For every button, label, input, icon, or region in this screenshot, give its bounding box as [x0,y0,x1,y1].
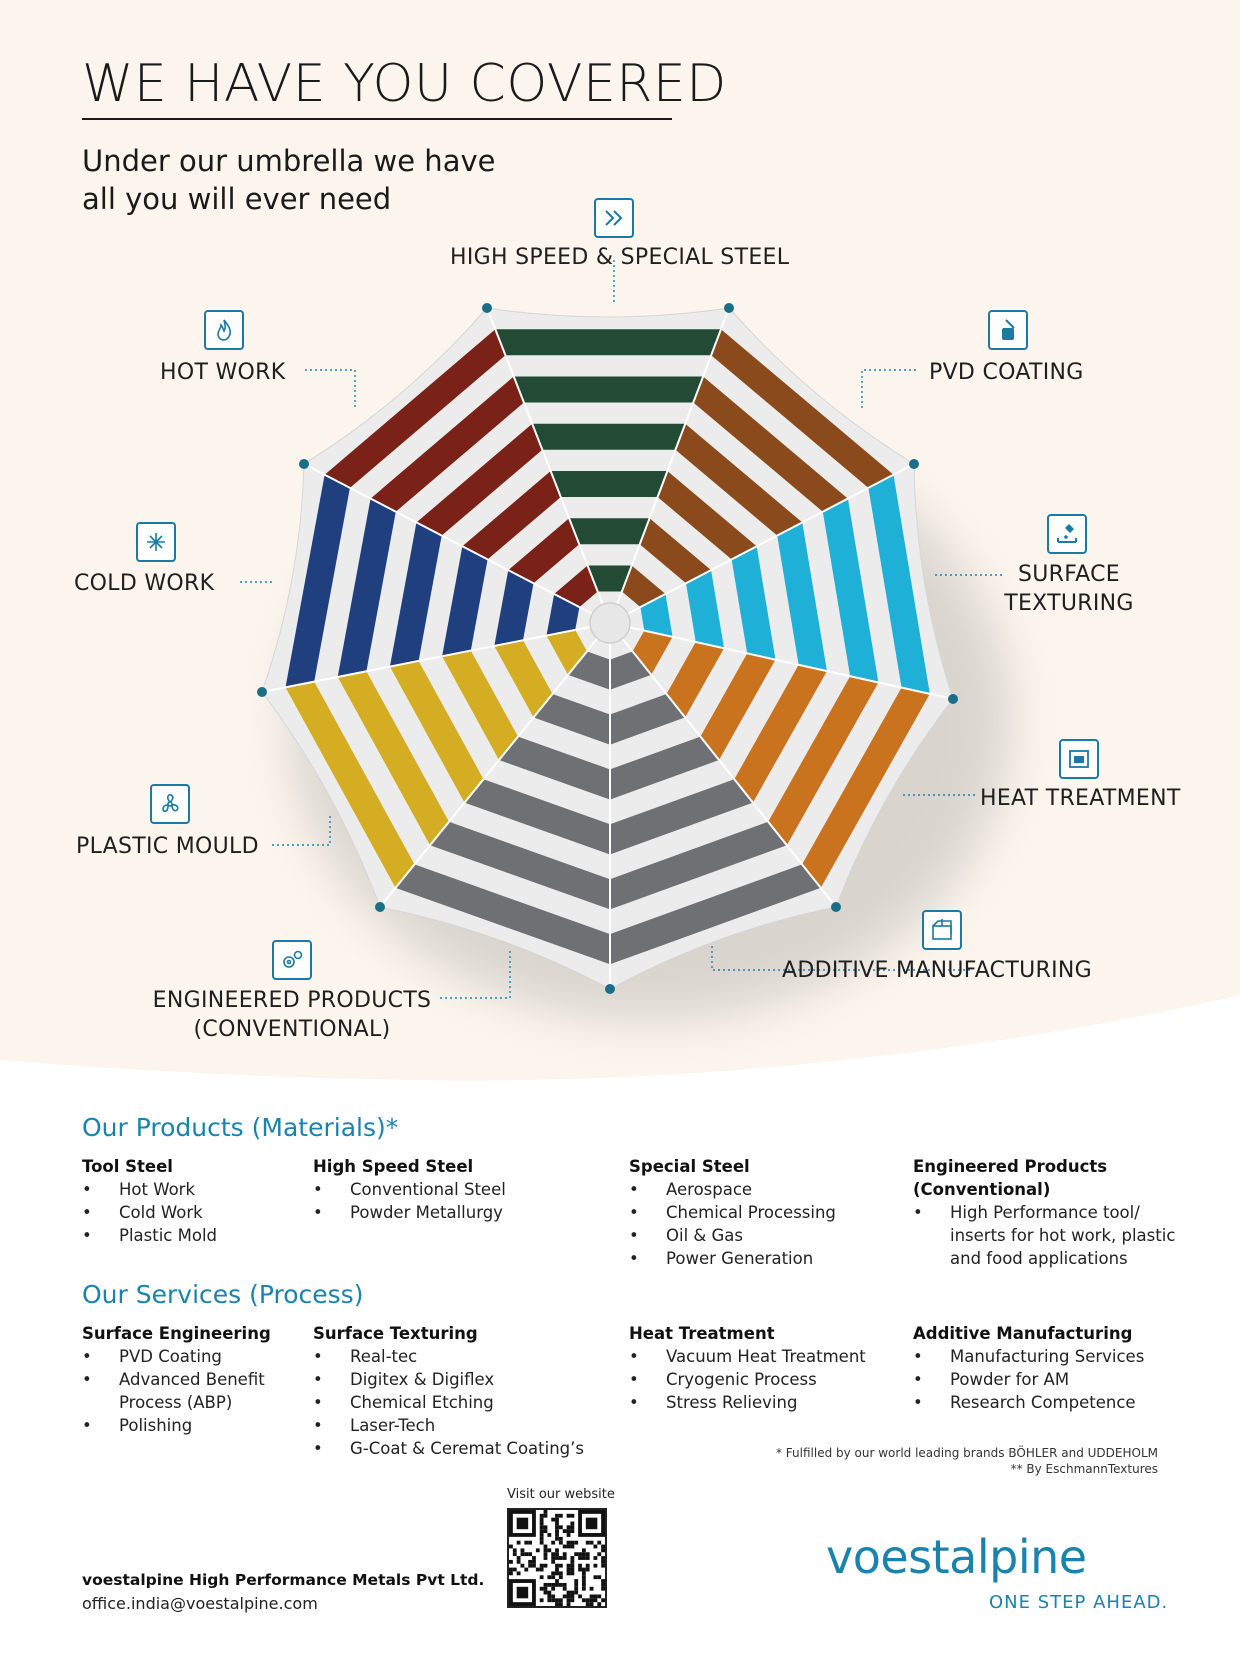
label-cold-work: COLD WORK [74,571,215,596]
products-col-special-steel [629,1155,889,1270]
qr-code[interactable] [507,1508,607,1608]
col-heading: Surface Texturing [313,1324,478,1343]
label-plastic-mould: PLASTIC MOULD [76,834,259,859]
col-heading: Surface Engineering [82,1324,271,1343]
list-item: • Plastic Mold [82,1224,302,1247]
list-item: • Powder for AM [913,1368,1183,1391]
list-item: • Power Generation [629,1247,889,1270]
label-engineered-products: ENGINEERED PRODUCTS (CONVENTIONAL) [152,988,432,1042]
label-additive-manufacturing: ADDITIVE MANUFACTURING [782,958,1092,983]
page-title: WE HAVE YOU COVERED [82,54,727,114]
rib-tip [605,984,615,994]
col-heading: Additive Manufacturing [913,1324,1133,1343]
list-item: • Aerospace [629,1178,889,1201]
rib-tip [909,459,919,469]
services-col-heat-treatment [629,1322,899,1414]
contact-email[interactable]: office.india@voestalpine.com [82,1594,318,1613]
coating-cup-icon [988,310,1028,350]
3d-print-icon [922,910,962,950]
label-surface-texturing: SURFACE TEXTURING [1004,562,1134,616]
services-col-additive-manufacturing [913,1322,1183,1414]
list-item: • Laser-Tech [313,1414,613,1437]
rib-tip [948,694,958,704]
company-name: voestalpine High Performance Metals Pvt Ltd. [82,1571,485,1589]
list-item: • Cryogenic Process [629,1368,899,1391]
leader-line [862,370,916,410]
umbrella-hub [590,603,630,643]
services-col-surface-engineering [82,1322,312,1437]
col-heading: Special Steel [629,1157,750,1176]
rib-tip [375,902,385,912]
products-col-high-speed-steel [313,1155,603,1224]
list-item: • Research Competence [913,1391,1183,1414]
list-item: • Hot Work [82,1178,302,1201]
leader-line [305,370,355,410]
col-heading: High Speed Steel [313,1157,474,1176]
label-high-speed-special-steel: HIGH SPEED & SPECIAL STEEL [450,245,790,270]
flame-icon [204,310,244,350]
list-item: • Conventional Steel [313,1178,603,1201]
col-heading: Heat Treatment [629,1324,775,1343]
col-heading: Tool Steel [82,1157,173,1176]
list-item: • G-Coat & Ceremat Coating’s [313,1437,613,1460]
visit-website-label: Visit our website [507,1487,615,1502]
rib-tip [724,303,734,313]
list-item: • PVD Coating [82,1345,312,1368]
footnote-eschmann: ** By EschmannTextures [1010,1462,1158,1476]
rib-tip [831,902,841,912]
list-item: • Digitex & Digiflex [313,1368,613,1391]
page-subtitle: Under our umbrella we have all you will ever need [82,144,496,216]
texturing-drop-icon [1047,514,1087,554]
list-item: • Polishing [82,1414,312,1437]
col-heading: Engineered Products (Conventional) [913,1157,1108,1199]
brand-logo: voestalpine [826,1530,1087,1584]
list-item: • Chemical Etching [313,1391,613,1414]
list-item: • High Performance tool/ inserts for hot work, plastic and food applications [913,1201,1183,1270]
products-col-tool-steel [82,1155,302,1247]
list-item: • Oil & Gas [629,1224,889,1247]
list-item: • Advanced Benefit Process (ABP) [82,1368,312,1414]
gears-icon [272,940,312,980]
label-heat-treatment: HEAT TREATMENT [980,786,1181,811]
snowflake-icon [136,522,176,562]
services-section-title: Our Services (Process) [82,1280,364,1309]
double-chevron-icon [594,198,634,238]
rib-tip [257,687,267,697]
list-item: • Real-tec [313,1345,613,1368]
furnace-icon [1059,739,1099,779]
list-item: • Stress Relieving [629,1391,899,1414]
list-item: • Powder Metallurgy [313,1201,603,1224]
services-col-surface-texturing [313,1322,613,1460]
label-pvd-coating: PVD COATING [929,360,1084,385]
rib-tip [482,303,492,313]
list-item: • Vacuum Heat Treatment [629,1345,899,1368]
brand-tagline: ONE STEP AHEAD. [989,1592,1169,1613]
list-item: • Chemical Processing [629,1201,889,1224]
rib-tip [299,459,309,469]
label-hot-work: HOT WORK [160,360,286,385]
products-section-title: Our Products (Materials)* [82,1113,399,1142]
fan-blade-icon [150,784,190,824]
products-col-engineered-products [913,1155,1183,1270]
list-item: • Manufacturing Services [913,1345,1183,1368]
footnote-brands: * Fulfilled by our world leading brands BÖHLER and UDDEHOLM [775,1446,1158,1460]
list-item: • Cold Work [82,1201,302,1224]
